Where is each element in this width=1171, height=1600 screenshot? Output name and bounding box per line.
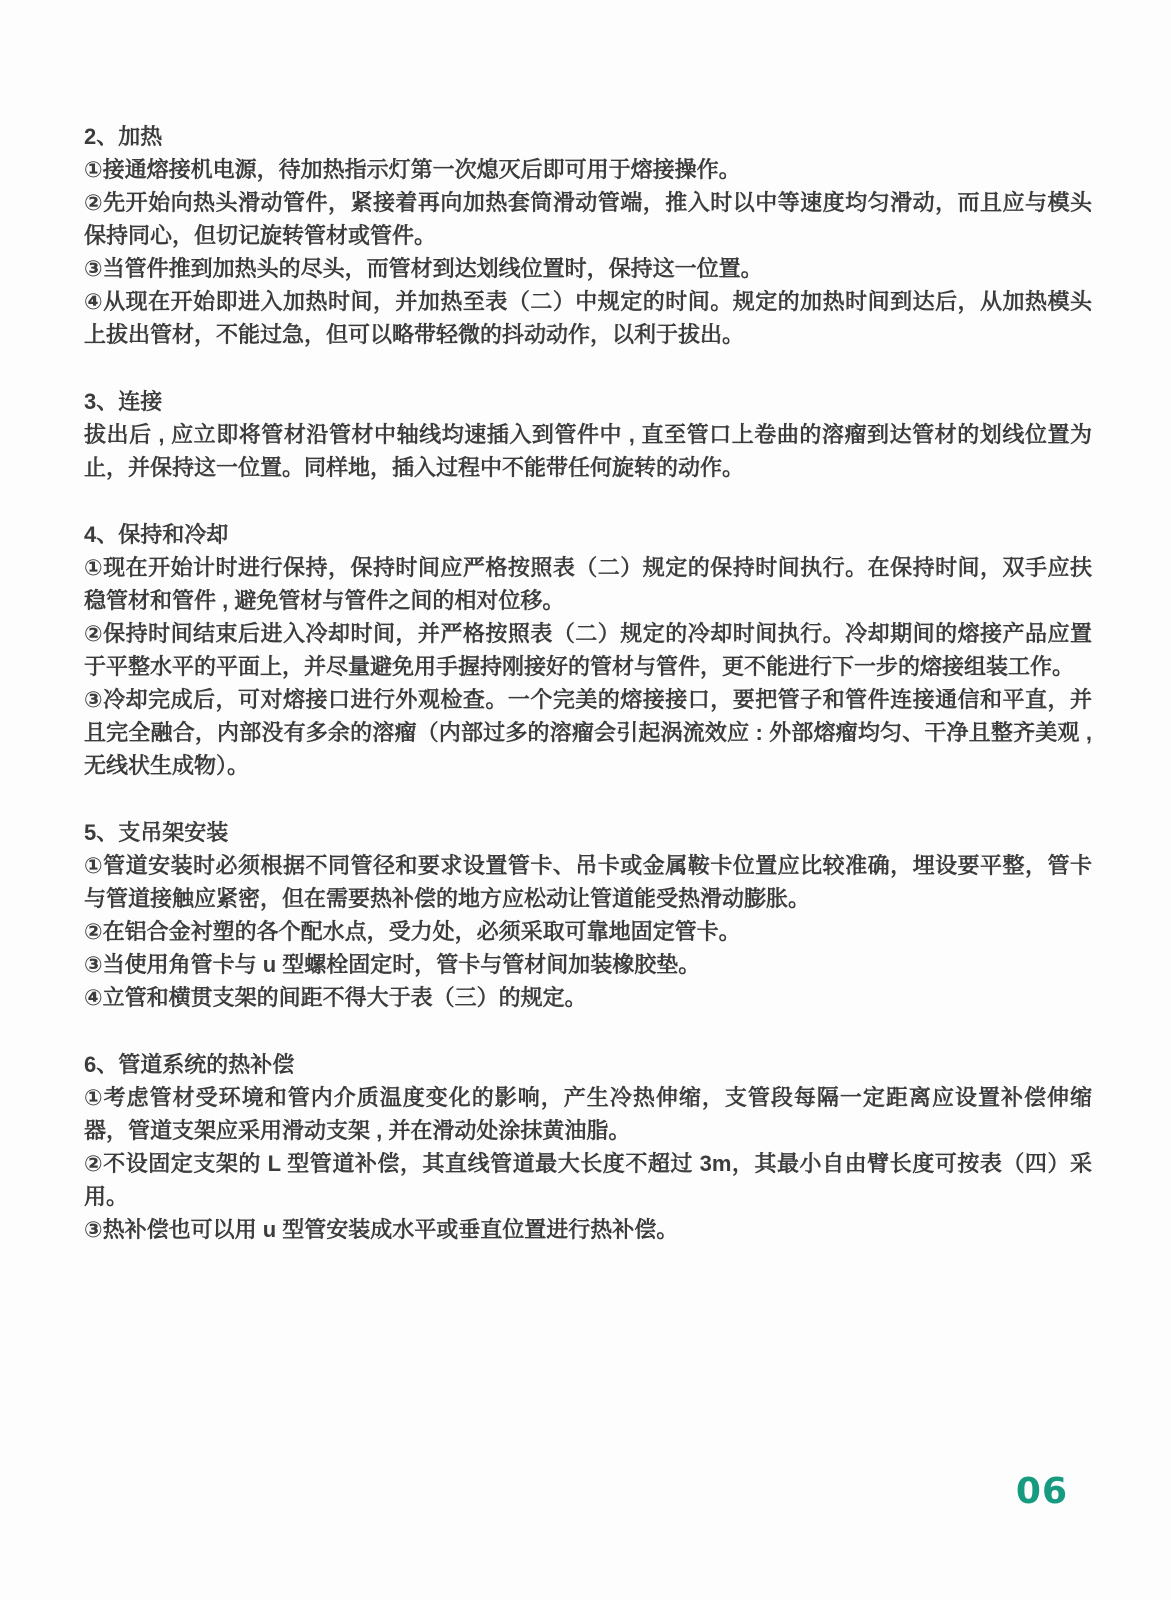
section-title: 4、保持和冷却 — [84, 522, 229, 547]
paragraph: ③当使用角管卡与 u 型螺栓固定时，管卡与管材间加装橡胶垫。 — [84, 952, 701, 977]
paragraph: ③热补偿也可以用 u 型管安装成水平或垂直位置进行热补偿。 — [84, 1217, 679, 1242]
paragraph: 拔出后 , 应立即将管材沿管材中轴线均速插入到管件中 , 直至管口上卷曲的溶瘤到达管材的划线位置为止，并保持这一位置。同样地，插入过程中不能带任何旋转的动作。 — [84, 422, 1092, 480]
paragraph: ①接通熔接机电源，待加热指示灯第一次熄灭后即可用于熔接操作。 — [84, 157, 741, 182]
section-title: 2、加热 — [84, 124, 163, 149]
paragraph: ②先开始向热头滑动管件，紧接着再向加热套筒滑动管端，推入时以中等速度均匀滑动，而且应与模头保持同心，但切记旋转管材或管件。 — [84, 190, 1092, 248]
section-holding-cooling — [84, 518, 1092, 782]
section-connection — [84, 385, 1092, 484]
paragraph: ④从现在开始即进入加热时间，并加热至表（二）中规定的时间。规定的加热时间到达后，从加热模头上拔出管材，不能过急，但可以略带轻微的抖动动作，以利于拔出。 — [84, 289, 1092, 347]
section-hanger-installation — [84, 816, 1092, 1014]
paragraph: ③冷却完成后，可对熔接口进行外观检查。一个完美的熔接接口，要把管子和管件连接通信和平直，并且完全融合，内部没有多余的溶瘤（内部过多的溶瘤会引起涡流效应 : 外部熔瘤均匀、干净且整齐美观 , 无线状生成物）。 — [84, 687, 1092, 778]
paragraph: ③当管件推到加热头的尽头，而管材到达划线位置时，保持这一位置。 — [84, 256, 763, 281]
paragraph: ④立管和横贯支架的间距不得大于表（三）的规定。 — [84, 985, 587, 1010]
document-content — [84, 120, 1092, 1280]
section-title: 3、连接 — [84, 389, 163, 414]
paragraph: ①考虑管材受环境和管内介质温度变化的影响，产生冷热伸缩，支管段每隔一定距离应设置补偿伸缩器，管道支架应采用滑动支架 , 并在滑动处涂抹黄油脂。 — [84, 1085, 1092, 1143]
section-thermal-compensation — [84, 1048, 1092, 1246]
section-heating — [84, 120, 1092, 351]
section-title: 5、支吊架安装 — [84, 820, 229, 845]
paragraph: ①现在开始计时进行保持，保持时间应严格按照表（二）规定的保持时间执行。在保持时间，双手应扶稳管材和管件 , 避免管材与管件之间的相对位移。 — [84, 555, 1092, 613]
paragraph: ②在铝合金衬塑的各个配水点，受力处，必须采取可靠地固定管卡。 — [84, 919, 741, 944]
paragraph: ②保持时间结束后进入冷却时间，并严格按照表（二）规定的冷却时间执行。冷却期间的熔接产品应置于平整水平的平面上，并尽量避免用手握持刚接好的管材与管件，更不能进行下一步的熔接组装工作。 — [84, 621, 1092, 679]
page-number: 06 — [1015, 1471, 1068, 1512]
section-title: 6、管道系统的热补偿 — [84, 1052, 295, 1077]
paragraph: ①管道安装时必须根据不同管径和要求设置管卡、吊卡或金属鞍卡位置应比较准确，埋设要平整，管卡与管道接触应紧密，但在需要热补偿的地方应松动让管道能受热滑动膨胀。 — [84, 853, 1092, 911]
paragraph: ②不设固定支架的 L 型管道补偿，其直线管道最大长度不超过 3m，其最小自由臂长度可按表（四）采用。 — [84, 1151, 1092, 1209]
